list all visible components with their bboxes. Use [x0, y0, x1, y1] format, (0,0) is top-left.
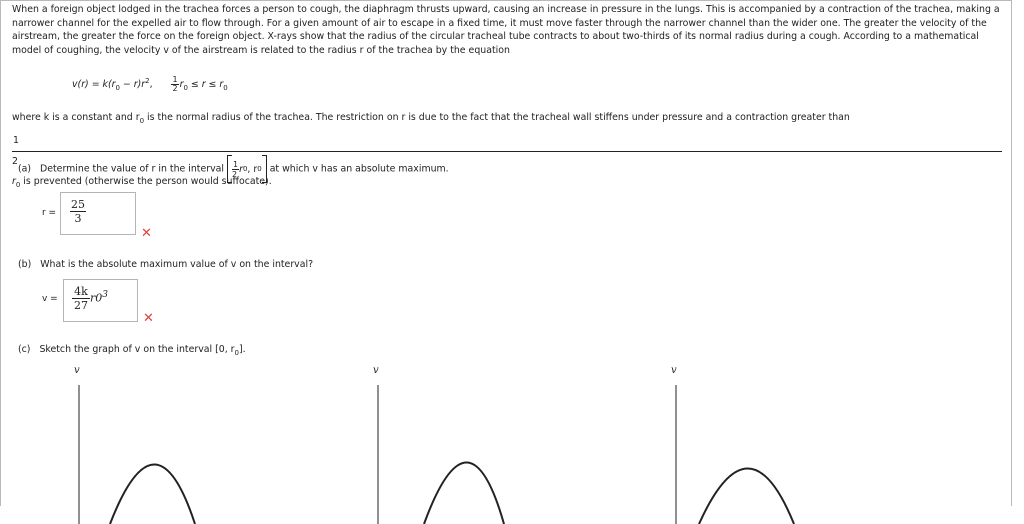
where-half-den: 2 [12, 152, 1002, 172]
where-r: r [12, 176, 16, 187]
graph-3-plot [669, 383, 809, 524]
graph-2-axis-label: v [373, 365, 379, 376]
intro-text: When a foreign object lodged in the trachea forces a person to cough, the diaphragm thrusts upward, causing an increase in pressure in the lungs. This is accompanied by a contraction of the trachea, making a narrower channel for the expelled air to flow through. For a given amount of air to escape in a fixed time, it must move faster through the narrower channel than the wider one. The greater the velocity of the airstream, the greater the force on the foreign object. X-rays show that the radius of the circular tracheal tube contracts to about two-thirds of its normal radius during a cough. According to a mathematical model of coughing, the velocity v of the airstream is related to the radius r of the trachea by the equation [12, 3, 1002, 57]
part-c-question [18, 344, 246, 357]
part-a-text: Determine the value of r in the interval [40, 164, 224, 175]
graph-3-axis-label: v [671, 365, 677, 376]
part-a-label: (a) [18, 164, 31, 175]
graph-3-curve [699, 469, 794, 524]
right-bracket [262, 155, 267, 183]
answer-a-num: 25 [70, 198, 86, 212]
x-mark-icon: ✕ [143, 311, 154, 326]
answer-a-label: r = [42, 208, 56, 218]
part-b-label: (b) [18, 259, 31, 270]
velocity-equation [72, 76, 228, 93]
eq-constraint: ≤ r ≤ r [188, 79, 223, 90]
where-half-num: 1 [12, 131, 1002, 152]
eq-half-den: 2 [171, 85, 178, 93]
where-part2: is the normal radius of the trachea. The restriction on r is due to the fact that the tracheal wall stiffens under pressure and a contraction greater than [144, 112, 850, 123]
eq-sub: 0 [115, 84, 119, 92]
eq-lhs: v(r) = k(r [72, 79, 115, 90]
interval-r: r [239, 164, 243, 175]
answer-b-den: 27 [72, 299, 90, 312]
interval-half [232, 160, 239, 179]
where-r-sub: 0 [16, 181, 20, 189]
answer-b-r0: r0 [90, 292, 102, 305]
eq-half-num: 1 [171, 76, 178, 85]
part-c-label: (c) [18, 344, 30, 355]
eq-comma: , [150, 79, 153, 90]
answer-a-den: 3 [70, 212, 86, 225]
graph-1-plot [70, 383, 200, 524]
answer-a-fraction [70, 198, 86, 225]
interval-half-num: 1 [232, 160, 239, 170]
interval [227, 155, 267, 183]
x-mark-icon: ✕ [141, 226, 152, 241]
eq-mid: − r)r [120, 79, 145, 90]
eq-half [171, 76, 178, 93]
where-part4: is prevented (otherwise the person would suffocate). [20, 176, 271, 187]
part-b-question [18, 259, 313, 270]
answer-b-fraction [72, 285, 90, 312]
eq-r0-sub: 0 [183, 84, 187, 92]
answer-b-sup: 3 [102, 290, 108, 300]
problem-intro [12, 3, 1002, 57]
answer-b-num: 4k [72, 285, 90, 299]
part-c-end: ]. [239, 344, 246, 355]
eq-constraint-sub: 0 [223, 84, 227, 92]
part-b-text: What is the absolute maximum value of v on the interval? [40, 259, 313, 270]
where-sub: 0 [140, 117, 144, 125]
part-c-text: Sketch the graph of v on the interval [0, r [39, 344, 234, 355]
interval-half-den: 2 [232, 170, 239, 179]
part-c-sub: 0 [235, 349, 239, 357]
answer-b-label: v = [42, 294, 58, 304]
interval-sub2: 0 [257, 165, 261, 173]
graph-1-axis-label: v [74, 365, 80, 376]
interval-sub: 0 [243, 165, 247, 173]
eq-sup: 2 [145, 77, 149, 85]
where-part1: where k is a constant and r [12, 112, 140, 123]
part-a-tail: at which v has an absolute maximum. [270, 164, 449, 175]
graph-2-curve [424, 463, 504, 524]
part-a-question [18, 155, 449, 183]
graph-2-plot [369, 383, 509, 524]
interval-sep: , r [247, 164, 257, 175]
graph-1-curve [110, 465, 195, 524]
answer-b-tail [90, 290, 108, 305]
eq-r0: r [180, 79, 184, 90]
